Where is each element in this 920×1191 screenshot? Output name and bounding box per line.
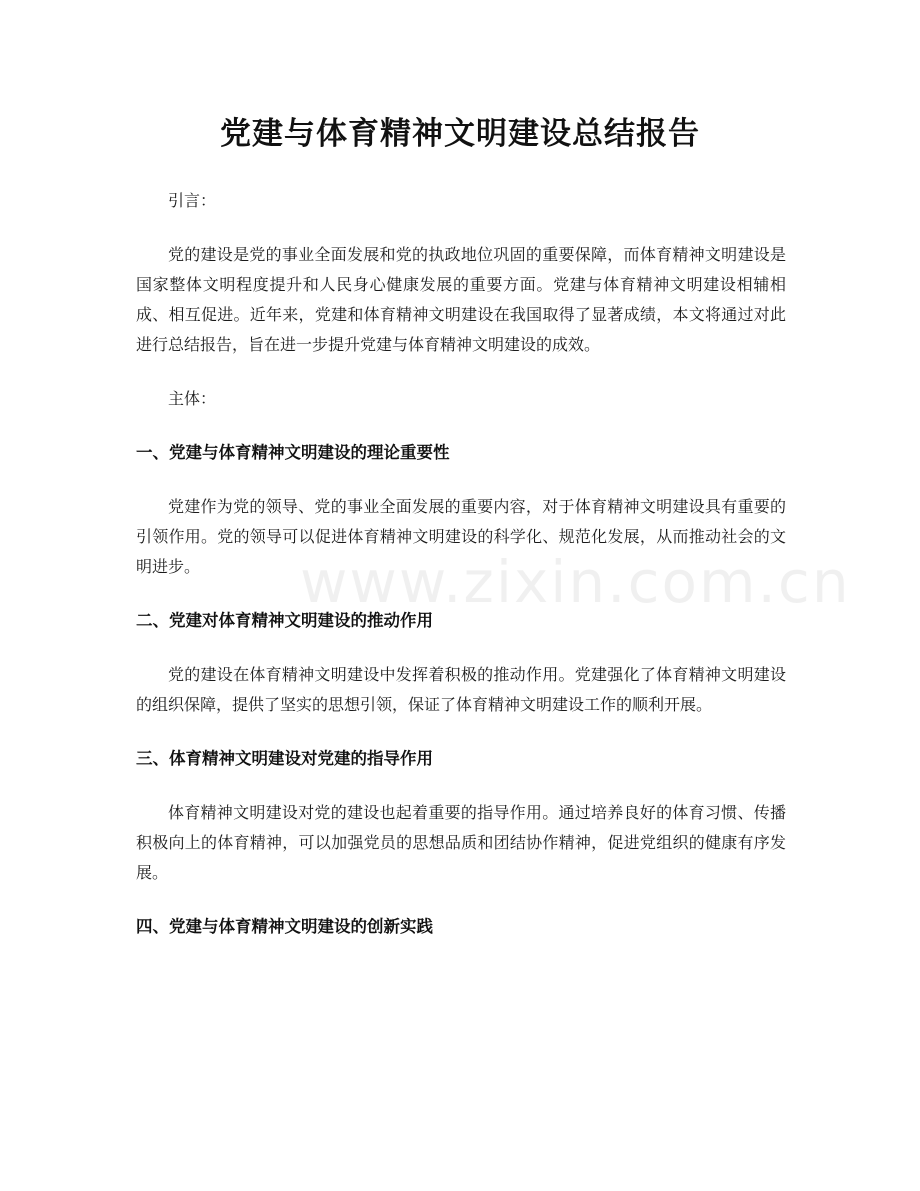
- intro-label: 引言：: [168, 191, 217, 210]
- section-heading-1: 一、党建与体育精神文明建设的理论重要性: [136, 443, 450, 462]
- watermark: www.zixin.com.cn: [300, 548, 851, 616]
- document-title: 党建与体育精神文明建设总结报告: [220, 116, 700, 152]
- document-body: [136, 186, 786, 966]
- intro-paragraph: 党的建设是党的事业全面发展和党的执政地位巩固的重要保障，而体育精神文明建设是国家整体文明程度提升和人民身心健康发展的重要方面。党建与体育精神文明建设相辅相成、相互促进。近年来，党建和体育精神文明建设在我国取得了显著成绩，本文将通过对此进行总结报告，旨在进一步提升党建与体育精神文明建设的成效。: [136, 245, 786, 354]
- section-heading-4: 四、党建与体育精神文明建设的创新实践: [136, 917, 433, 936]
- section-heading-2: 二、党建对体育精神文明建设的推动作用: [136, 611, 433, 630]
- section-heading-3: 三、体育精神文明建设对党建的指导作用: [136, 749, 433, 768]
- body-label: 主体：: [168, 389, 217, 408]
- section-paragraph-3: 体育精神文明建设对党的建设也起着重要的指导作用。通过培养良好的体育习惯、传播积极向上的体育精神，可以加强党员的思想品质和团结协作精神，促进党组织的健康有序发展。: [136, 803, 786, 882]
- section-paragraph-1: 党建作为党的领导、党的事业全面发展的重要内容，对于体育精神文明建设具有重要的引领作用。党的领导可以促进体育精神文明建设的科学化、规范化发展，从而推动社会的文明进步。: [136, 497, 786, 576]
- section-paragraph-2: 党的建设在体育精神文明建设中发挥着积极的推动作用。党建强化了体育精神文明建设的组织保障，提供了坚实的思想引领，保证了体育精神文明建设工作的顺利开展。: [136, 665, 786, 714]
